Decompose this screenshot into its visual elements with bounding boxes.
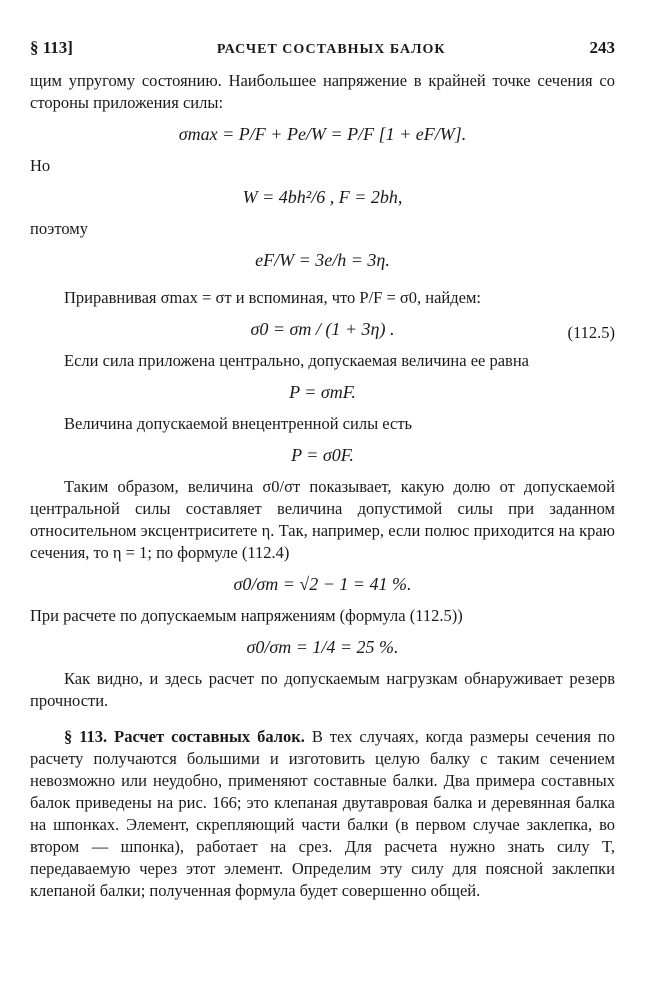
paragraph-10-text: В тех случаях, когда размеры сечения по расчету получаются большими и изготовить целую балку с таким сечением невозможно или неудобно, применяют составные балки. Два примера составных балок приведены на рис. 166; это клепаная двутавровая балка и деревянная балка на шпонках. Элемент, скрепляющий части балки (в первом случае заклепка, во втором — шпонка), работает на срез. Для расчета нужно знать силу T, передаваемую через этот элемент. Определим эту силу для поясной заклепки клепаной балки; полученная формула будет совершенно общей. (30, 727, 615, 900)
equation-4: σ0 = σт / (1 + 3η) . (250, 319, 395, 339)
equation-7: σ0/σт = √2 − 1 = 41 %. (233, 574, 412, 594)
equation-6: P = σ0F. (291, 445, 354, 465)
paragraph-10 (30, 726, 615, 902)
paragraph-7: Таким образом, величина σ0/σт показывает, какую долю от допускаемой центральной силы составляет величина допустимой силы при заданном относительном эксцентриситете η. Так, например, если полюс приходится на краю сечения, то η = 1; по формуле (112.4) (30, 477, 615, 562)
paragraph-9: Как видно, и здесь расчет по допускаемым нагрузкам обнаруживает резерв прочности. (30, 669, 615, 710)
equation-1: σmax = P/F + Pe/W = P/F [1 + eF/W]. (178, 124, 467, 144)
page (30, 38, 615, 902)
paragraph-1: щим упругому состоянию. Наибольшее напряжение в крайней точке сечения со стороны приложения силы: (30, 71, 615, 112)
equation-5: P = σтF. (289, 382, 356, 402)
header-section: § 113] (30, 38, 73, 57)
paragraph-2: Но (30, 156, 51, 175)
equation-3: eF/W = 3e/h = 3η. (255, 250, 390, 270)
paragraph-3: поэтому (30, 219, 88, 238)
paragraph-6: Величина допускаемой внецентренной силы есть (64, 414, 413, 433)
equation-4-block (30, 319, 615, 340)
page-header (30, 38, 615, 58)
equation-2: W = 4bh²/6 , F = 2bh, (242, 187, 403, 207)
paragraph-4: Приравнивая σmax = σт и вспоминая, что P/F = σ0, найдем: (64, 288, 482, 307)
section-113-heading: § 113. Расчет составных балок. (64, 727, 305, 746)
page-number: 243 (589, 38, 615, 57)
equation-4-number: (112.5) (567, 323, 615, 342)
header-title: РАСЧЕТ СОСТАВНЫХ БАЛОК (216, 42, 446, 57)
equation-8: σ0/σт = 1/4 = 25 %. (246, 637, 399, 657)
paragraph-8: При расчете по допускаемым напряжениям (формула (112.5)) (30, 606, 463, 625)
paragraph-5: Если сила приложена центрально, допускаемая величина ее равна (64, 351, 530, 370)
